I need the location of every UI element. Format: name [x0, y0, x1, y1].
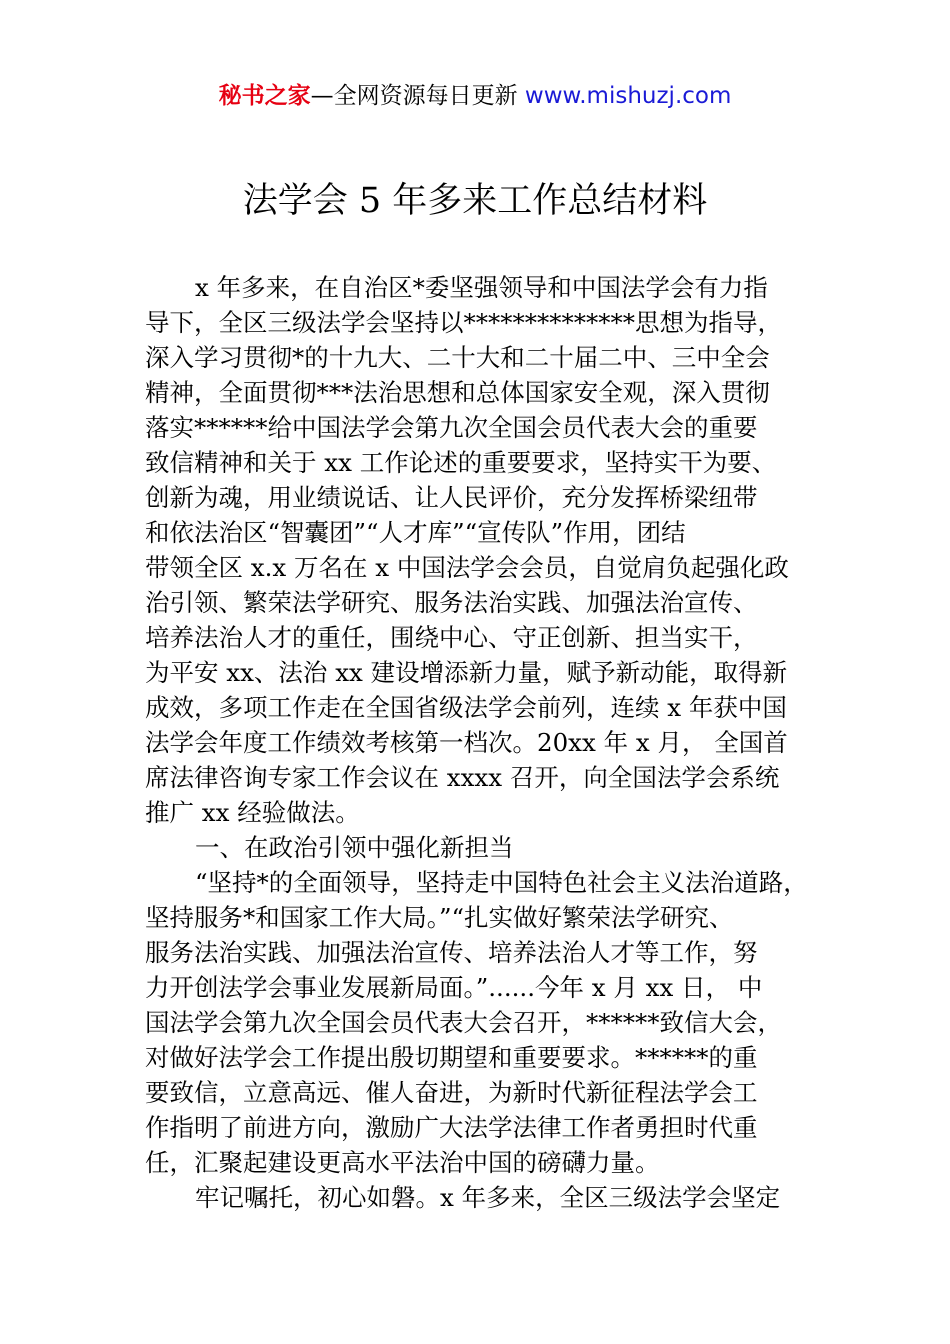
- paragraph-line: 深入学习贯彻*的十九大、二十大和二十届二中、三中全会: [145, 343, 770, 372]
- paragraph-line: 作指明了前进方向，激励广大法学法律工作者勇担时代重: [145, 1113, 758, 1142]
- paragraph-line: 导下，全区三级法学会坚持以**************思想为指导，: [145, 308, 782, 337]
- paragraph-line: 法学会年度工作绩效考核第一档次。20xx 年 x 月， 全国首: [145, 728, 788, 757]
- paragraph-line: 服务法治实践、加强法治宣传、培养法治人才等工作，努: [145, 938, 758, 967]
- paragraph-line: 对做好法学会工作提出殷切期望和重要要求。******的重: [145, 1043, 758, 1072]
- paragraph-line: 和依法治区“智囊团”“人才库”“宣传队”作用，团结: [145, 518, 686, 547]
- paragraph-line: 成效，多项工作走在全国省级法学会前列，连续 x 年获中国: [145, 693, 787, 722]
- paragraph-line: 坚持服务*和国家工作大局。”“扎实做好繁荣法学研究、: [145, 903, 734, 932]
- paragraph-line: 席法律咨询专家工作会议在 xxxx 召开，向全国法学会系统: [145, 763, 780, 792]
- paragraph-line: 推广 xx 经验做法。: [145, 798, 360, 827]
- paragraph-line: 创新为魂，用业绩说话、让人民评价，充分发挥桥梁纽带: [145, 483, 758, 512]
- paragraph-line: 任，汇聚起建设更高水平法治中国的磅礴力量。: [145, 1148, 660, 1177]
- paragraph-line: 国法学会第九次全国会员代表大会召开，******致信大会，: [145, 1008, 782, 1037]
- site-tagline: —全网资源每日更新: [310, 83, 525, 109]
- site-url-link[interactable]: www.mishuzj.com: [524, 83, 732, 109]
- paragraph-line: 带领全区 x.x 万名在 x 中国法学会会员，自觉肩负起强化政: [145, 553, 789, 582]
- paragraph-line: x 年多来，在自治区*委坚强领导和中国法学会有力指: [195, 273, 768, 302]
- paragraph-line: 牢记嘱托，初心如磐。x 年多来，全区三级法学会坚定: [195, 1183, 781, 1212]
- paragraph-line: 致信精神和关于 xx 工作论述的重要要求，坚持实干为要、: [145, 448, 777, 477]
- document-title: 法学会 5 年多来工作总结材料: [242, 181, 708, 221]
- site-header: [0, 80, 950, 112]
- paragraph-line: 培养法治人才的重任，围绕中心、守正创新、担当实干，: [145, 623, 758, 652]
- paragraph-line: 要致信，立意高远、催人奋进，为新时代新征程法学会工: [145, 1078, 758, 1107]
- document-body: [145, 270, 835, 1215]
- paragraph-line: 为平安 xx、法治 xx 建设增添新力量，赋予新动能，取得新: [145, 658, 788, 687]
- paragraph-line: 落实******给中国法学会第九次全国会员代表大会的重要: [145, 413, 758, 442]
- section-heading: 一、在政治引领中强化新担当: [195, 833, 514, 862]
- paragraph-line: 力开创法学会事业发展新局面。”......今年 x 月 xx 日， 中: [145, 973, 763, 1002]
- paragraph-line: “坚持*的全面领导，坚持走中国特色社会主义法治道路，: [195, 868, 808, 897]
- site-brand: 秘书之家: [218, 83, 311, 109]
- paragraph-line: 精神，全面贯彻***法治思想和总体国家安全观，深入贯彻: [145, 378, 770, 407]
- paragraph-line: 治引领、繁荣法学研究、服务法治实践、加强法治宣传、: [145, 588, 758, 617]
